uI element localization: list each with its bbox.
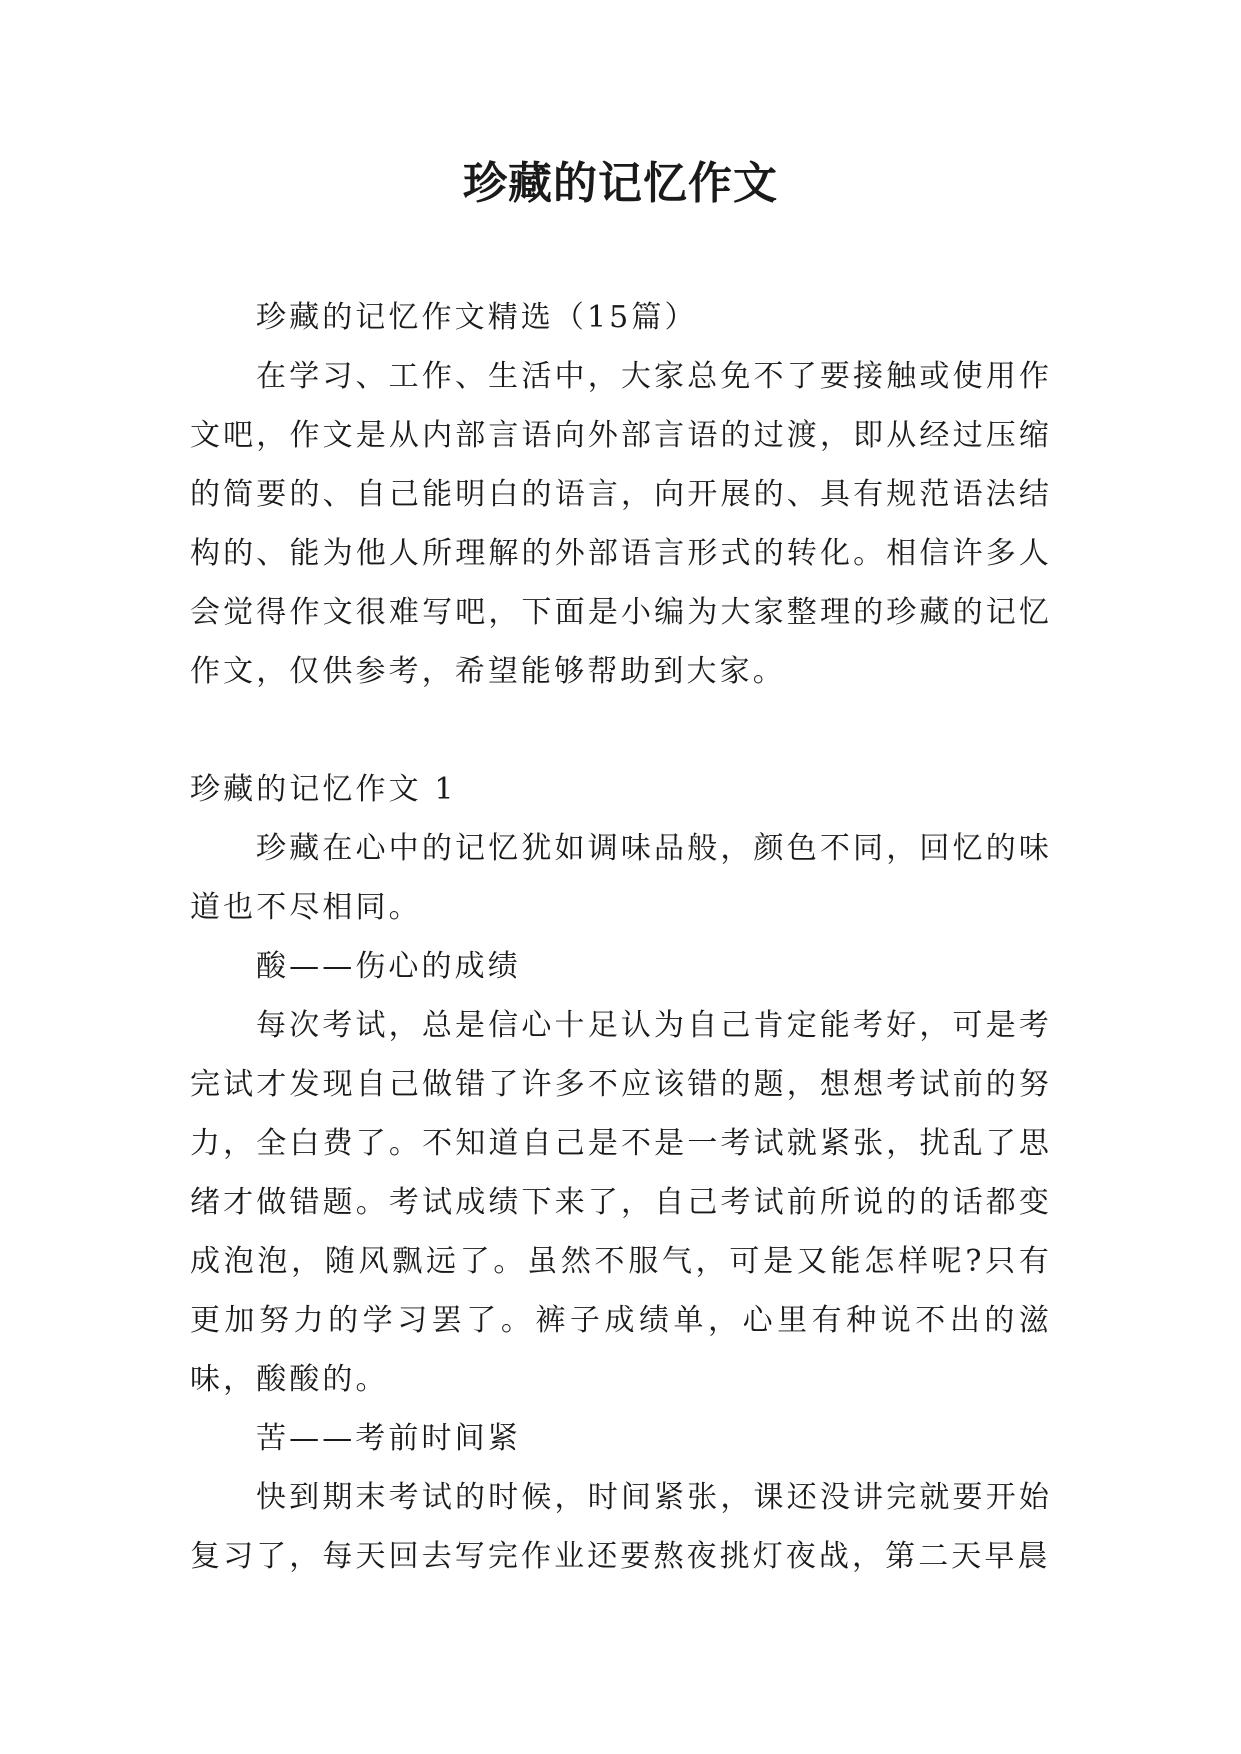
subtitle-paragraph: 珍藏的记忆作文精选（15篇）: [256, 300, 698, 335]
body-paragraph: 每次考试，总是信心十足认为自己肯定能考好，可是考完试才发现自己做错了许多不应该错的题，想想考试前的努力，全白费了。不知道自己是不是一考试就紧张，扰乱了思绪才做错题。考试成绩下来了，自己考试前所说的的话都变成泡泡，随风飘远了。虽然不服气，可是又能怎样呢?只有更加努力的学习罢了。裤子成绩单，心里有种说不出的滋味，酸酸的。: [190, 1008, 1052, 1397]
document-title: 珍藏的记忆作文: [463, 158, 778, 209]
subsection-heading-sour: 酸——伤心的成绩: [256, 949, 521, 984]
body-paragraph: 快到期末考试的时候，时间紧张，课还没讲完就要开始复习了，每天回去写完作业还要熬夜挑灯夜战，第二天早晨: [190, 1480, 1052, 1574]
paragraph-spacer: [190, 701, 1052, 760]
document-body: [190, 288, 1052, 1586]
intro-paragraph: 在学习、工作、生活中，大家总免不了要接触或使用作文吧，作文是从内部言语向外部言语的过渡，即从经过压缩的简要的、自己能明白的语言，向开展的、具有规范语法结构的、能为他人所理解的外部语言形式的转化。相信许多人会觉得作文很难写吧，下面是小编为大家整理的珍藏的记忆作文，仅供参考，希望能够帮助到大家。: [190, 359, 1052, 689]
section-heading: 珍藏的记忆作文 1: [190, 772, 457, 807]
body-paragraph: 珍藏在心中的记忆犹如调味品般，颜色不同，回忆的味道也不尽相同。: [190, 831, 1052, 925]
subsection-heading-bitter: 苦——考前时间紧: [256, 1421, 521, 1456]
